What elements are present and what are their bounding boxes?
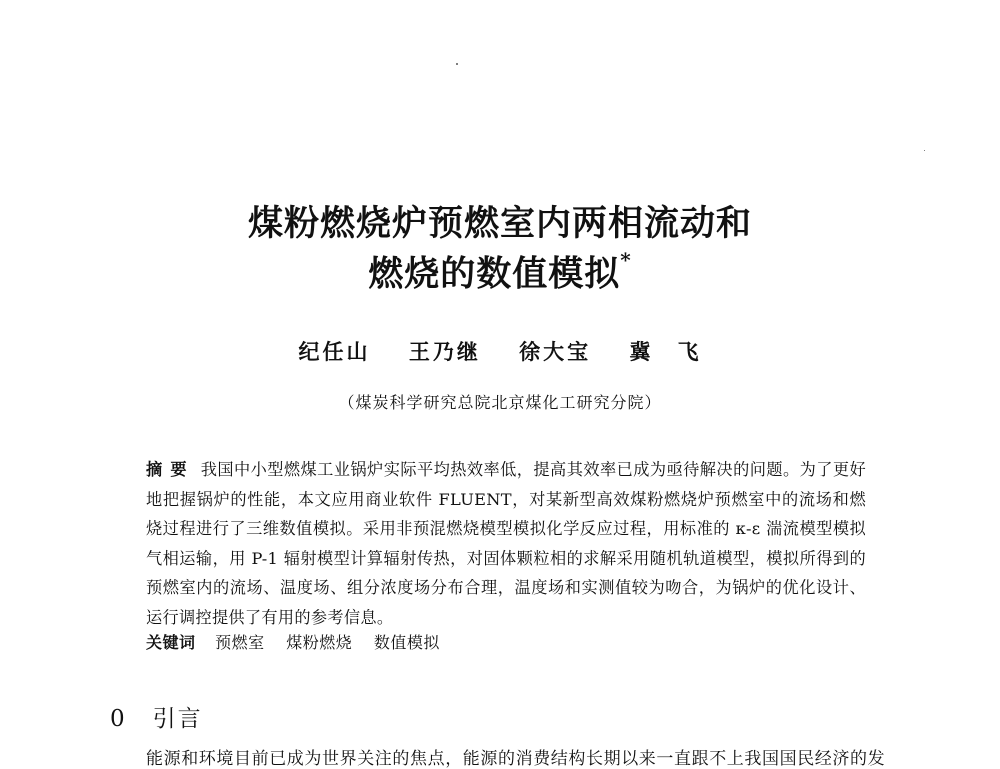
paper-title-line-2: 燃烧的数值模拟*: [368, 248, 632, 295]
abstract-label: 摘要: [146, 460, 195, 479]
keywords: [146, 630, 866, 653]
section-title: 引言: [152, 706, 203, 732]
scan-speck: [456, 63, 458, 65]
affiliation: （煤炭科学研究总院北京煤化工研究分院）: [338, 393, 662, 412]
keywords-label: 关键词: [146, 633, 196, 652]
paper-title-line-1: 煤粉燃烧炉预燃室内两相流动和: [247, 203, 752, 244]
keyword: 数值模拟: [373, 633, 440, 652]
keyword: 煤粉燃烧: [286, 633, 353, 652]
section-heading: [110, 700, 203, 733]
section-number: 0: [110, 706, 127, 732]
author-list: [0, 336, 1000, 366]
abstract: [146, 455, 866, 632]
abstract-text: 我国中小型燃煤工业锅炉实际平均热效率低，提高其效率已成为亟待解决的问题。为了更好地把握锅炉的性能，本文应用商业软件 FLUENT，对某新型高效煤粉燃烧炉预燃室中的流场和燃烧过程进行了三维数值模拟。采用非预混燃烧模型模拟化学反应过程，用标准的 κ-ε 湍流模型模拟气相运输，用 P-1 辐射模型计算辐射传热，对固体颗粒相的求解采用随机轨道模型，模拟所得到的预燃室内的流场、温度场、组分浓度场分布合理，温度场和实测值较为吻合，为锅炉的优化设计、运行调控提供了有用的参考信息。: [146, 460, 867, 627]
author: 徐大宝: [519, 339, 592, 364]
keyword: 预燃室: [215, 633, 265, 652]
author: 纪任山: [298, 339, 371, 364]
scan-speck: [924, 150, 925, 151]
footnote-mark: *: [620, 248, 632, 272]
author: 王乃继: [408, 339, 481, 364]
body-text-line: 能源和环境目前已成为世界关注的焦点，能源的消费结构长期以来一直跟不上我国国民经济的发: [146, 749, 886, 769]
author: 冀 飞: [629, 339, 702, 364]
